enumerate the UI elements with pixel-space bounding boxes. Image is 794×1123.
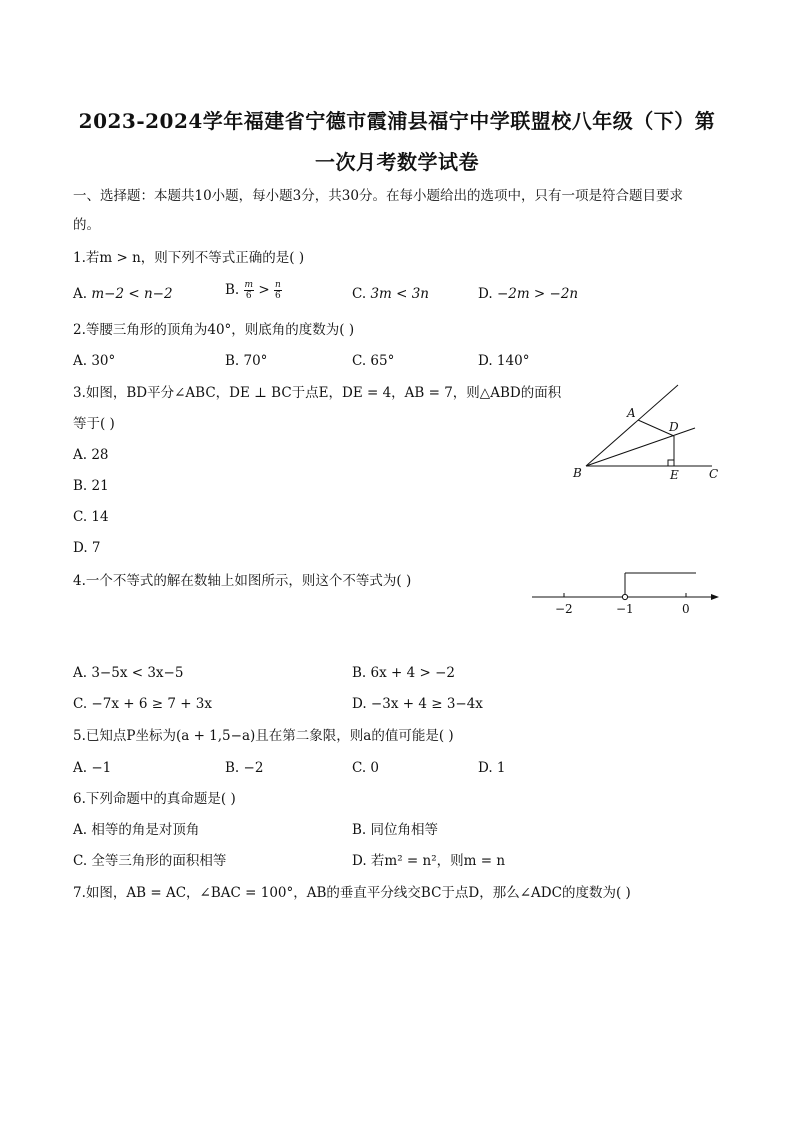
q6-option-d: D. 若m² = n²，则m = n [352, 853, 506, 869]
right-angle-mark [668, 460, 674, 466]
page-title-line1: 2023-2024学年福建省宁德市霞浦县福宁中学联盟校八年级（下）第 [78, 109, 716, 133]
q2-option-a: A. 30° [73, 353, 116, 369]
q1-option-c [352, 284, 429, 304]
q2-option-b: B. 70° [225, 353, 268, 369]
q2-option-c: C. 65° [352, 353, 395, 369]
fraction-m-over-6: $\frac{m}{6}$ [244, 280, 254, 301]
q3-geometry-figure [560, 380, 730, 485]
q1-option-a-text: m−2 < n−2 [91, 286, 173, 302]
q3-stem: 3.如图，BD平分∠ABC，DE ⊥ BC于点E，DE = 4，AB = 7，则△ABD的面积 [73, 385, 562, 401]
q1-option-d-label: D. [478, 286, 493, 302]
q1-option-c-label: C. [352, 286, 367, 302]
q1-option-b [225, 280, 282, 301]
q1-option-b-op: > [258, 282, 270, 298]
q6-stem: 6.下列命题中的真命题是( ) [73, 791, 236, 807]
q3-stem-cont: 等于( ) [73, 416, 115, 432]
tick-label-minus2: −2 [555, 602, 573, 616]
q2-stem: 2.等腰三角形的顶角为40°，则底角的度数为( ) [73, 322, 355, 338]
q4-number-line [530, 566, 725, 621]
q4-option-d: D. −3x + 4 ≥ 3−4x [352, 696, 483, 712]
q3-option-b: B. 21 [73, 478, 109, 494]
q6-option-a: A. 相等的角是对顶角 [73, 822, 200, 838]
q1-option-c-text: 3m < 3n [370, 286, 430, 302]
q6-option-b: B. 同位角相等 [352, 822, 439, 838]
q4-option-a: A. 3−5x < 3x−5 [73, 665, 184, 681]
q1-option-d [478, 284, 578, 304]
q7-stem: 7.如图，AB = AC，∠BAC = 100°，AB的垂直平分线交BC于点D，那么∠ADC的度数为( ) [73, 885, 631, 901]
label-c: C [709, 467, 719, 481]
tick-label-minus1: −1 [616, 602, 634, 616]
q3-option-a: A. 28 [73, 447, 109, 463]
ray-bd [586, 428, 695, 466]
q5-option-b: B. −2 [225, 760, 264, 776]
q6-option-c: C. 全等三角形的面积相等 [73, 853, 227, 869]
q5-option-a: A. −1 [73, 760, 112, 776]
section-heading-cont: 的。 [73, 217, 100, 233]
q3-option-d: D. 7 [73, 540, 101, 556]
q1-option-d-text: −2m > −2n [496, 286, 579, 302]
section-heading: 一、选择题：本题共10小题，每小题3分，共30分。在每小题给出的选项中，只有一项是符合题目要求 [73, 188, 683, 204]
q3-option-c: C. 14 [73, 509, 109, 525]
label-a: A [627, 406, 636, 420]
q1-stem: 1.若m > n，则下列不等式正确的是( ) [73, 250, 305, 266]
label-e: E [670, 468, 679, 482]
q4-option-b: B. 6x + 4 > −2 [352, 665, 455, 681]
page-title-line2: 一次月考数学试卷 [315, 150, 479, 174]
open-circle-minus1 [622, 594, 627, 599]
tick-label-zero: 0 [682, 602, 690, 616]
fraction-n-over-6: $\frac{n}{6}$ [274, 280, 281, 301]
q1-option-a [73, 284, 173, 304]
label-b: B [573, 466, 582, 480]
q5-option-c: C. 0 [352, 760, 380, 776]
label-d: D [669, 420, 679, 434]
axis-arrow-icon [711, 594, 719, 600]
ray-ba [586, 385, 678, 466]
q4-stem: 4.一个不等式的解在数轴上如图所示，则这个不等式为( ) [73, 573, 412, 589]
q4-option-c: C. −7x + 6 ≥ 7 + 3x [73, 696, 213, 712]
q5-option-d: D. 1 [478, 760, 506, 776]
q1-option-b-label: B. [225, 282, 240, 298]
q2-option-d: D. 140° [478, 353, 530, 369]
q5-stem: 5.已知点P坐标为(a + 1,5−a)且在第二象限，则a的值可能是( ) [73, 728, 454, 744]
q1-option-a-label: A. [73, 286, 88, 302]
